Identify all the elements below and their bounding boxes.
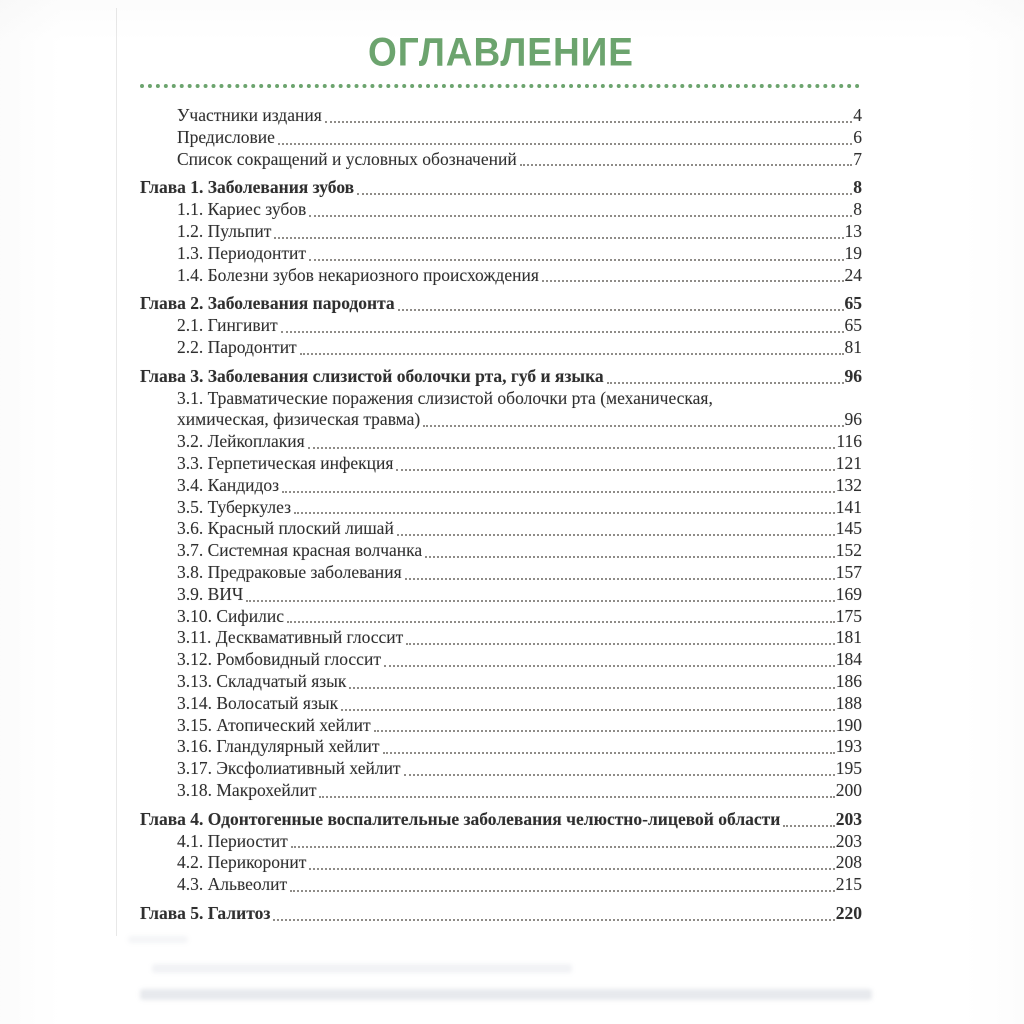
dot-leader: [278, 143, 852, 145]
toc-entry-page-number: 157: [835, 561, 862, 582]
toc-chapter-heading: [140, 293, 862, 315]
dot-leader: [542, 280, 844, 282]
toc-entry-label: 2.2. Пародонтит: [177, 336, 297, 357]
toc-entry-page-number: 24: [844, 264, 862, 285]
toc-entry-label: Глава 2. Заболевания пародонта: [140, 293, 395, 314]
toc-entry-page-number: 6: [853, 126, 862, 147]
dot-leader: [294, 512, 835, 514]
toc-entry-page-number: 7: [853, 148, 862, 169]
dot-leader: [405, 578, 835, 580]
toc-entry-label: 3.4. Кандидоз: [177, 474, 280, 495]
page-edge-shadow: [116, 8, 117, 936]
dot-leader: [325, 121, 852, 123]
dot-leader: [398, 309, 844, 311]
toc-chapter-heading: [140, 809, 862, 831]
dot-leader: [384, 665, 835, 667]
toc-entry-label: 3.3. Герпетическая инфекция: [177, 452, 394, 473]
toc-entry-page-number: 4: [853, 105, 862, 125]
toc-entry-label: 3.18. Макрохейлит: [177, 779, 317, 800]
toc-entry-page-number: 65: [844, 315, 862, 336]
dot-leader: [291, 846, 835, 848]
dot-leader: [520, 164, 853, 166]
dot-leader: [396, 469, 834, 471]
toc-subsection-entry: [140, 715, 862, 737]
toc-entry-page-number: 184: [835, 649, 862, 670]
toc-subsection-entry: [140, 606, 862, 628]
toc-entry-label: 3.2. Лейкоплакия: [177, 431, 305, 452]
toc-entry-page-number: 181: [835, 627, 862, 648]
toc-entry-page-number: 195: [835, 758, 862, 779]
toc-subsection-entry: [140, 758, 862, 780]
toc-entry-label: 3.1. Травматические поражения слизистой оболочки рта (механическая,: [177, 387, 713, 408]
toc-subsection-entry: [140, 265, 862, 287]
dot-leader: [607, 382, 844, 384]
toc-subsection-entry: [140, 780, 862, 802]
toc-entry-page-number: 169: [835, 583, 862, 604]
dot-leader: [404, 774, 835, 776]
toc-subsection-entry: [140, 831, 862, 853]
toc-subsection-entry: [140, 475, 862, 497]
toc-entry-page-number: 203: [835, 808, 862, 829]
toc-subsection-entry: [140, 453, 862, 475]
toc-entry-label: 3.10. Сифилис: [177, 605, 284, 626]
toc-entry-label: Участники издания: [177, 105, 322, 125]
dot-leader: [357, 193, 852, 195]
toc-entry-label: Глава 4. Одонтогенные воспалительные заболевания челюстно-лицевой области: [140, 808, 781, 829]
dot-leader: [406, 643, 834, 645]
toc-entry-page-number: 203: [835, 830, 862, 851]
toc-subsection-entry: [140, 315, 862, 337]
dot-leader: [423, 425, 843, 427]
toc-entry-label: 3.8. Предраковые заболевания: [177, 561, 402, 582]
toc-entry-page-number: 13: [844, 220, 862, 241]
toc-subsection-entry: [140, 852, 862, 874]
toc-subsection-entry: [140, 562, 862, 584]
toc-entry-label: 3.14. Волосатый язык: [177, 692, 339, 713]
toc-entry-page-number: 215: [835, 874, 862, 895]
toc-entry-label: 3.9. ВИЧ: [177, 583, 244, 604]
toc-entry-label: Глава 1. Заболевания зубов: [140, 177, 355, 198]
page-showthrough: [128, 936, 188, 943]
toc-entry-page-number: 96: [844, 365, 862, 386]
toc-subsection-entry: [140, 199, 862, 221]
dot-leader: [783, 825, 834, 827]
toc-subsection-entry: [140, 649, 862, 671]
toc-entry-label: 1.4. Болезни зубов некариозного происхождения: [177, 264, 539, 285]
toc-subsection-entry: [140, 337, 862, 359]
toc-entry-page-number: 186: [835, 670, 862, 691]
toc-entry-label: 2.1. Гингивит: [177, 315, 278, 336]
dot-leader: [309, 259, 843, 261]
toc-chapter-heading: [140, 903, 862, 925]
toc-entry-label: 3.13. Складчатый язык: [177, 670, 347, 691]
toc-entry-label: 3.12. Ромбовидный глоссит: [177, 649, 381, 670]
dot-leader: [287, 621, 835, 623]
toc-entry-page-number: 208: [835, 852, 862, 873]
dot-leader: [374, 730, 835, 732]
toc-entry-label: Предисловие: [177, 126, 275, 147]
toc-entry-page-number: 121: [835, 452, 862, 473]
dot-leader: [281, 331, 844, 333]
toc-entry-label: химическая, физическая травма): [177, 409, 421, 430]
dot-leader: [309, 215, 852, 217]
toc-entry-page-number: 175: [835, 605, 862, 626]
toc-entry-label: 4.2. Перикоронит: [177, 852, 307, 873]
dot-leader: [246, 600, 834, 602]
toc-entry-page-number: 152: [835, 540, 862, 561]
toc-entry-page-number: 81: [844, 336, 862, 357]
page-showthrough: [152, 964, 572, 973]
toc-subsection-entry: [140, 540, 862, 562]
toc-entry-page-number: 188: [835, 692, 862, 713]
toc-subsection-entry: [140, 736, 862, 758]
toc-entry-label: 1.2. Пульпит: [177, 220, 272, 241]
toc-entry-page-number: 132: [835, 474, 862, 495]
toc-entry-label: 3.5. Туберкулез: [177, 496, 292, 517]
toc-entry-page-number: 145: [835, 518, 862, 539]
dot-leader: [308, 447, 836, 449]
toc-entry-label: Список сокращений и условных обозначений: [177, 148, 517, 169]
toc-subsection-entry: [140, 431, 862, 453]
dot-leader: [319, 796, 834, 798]
dot-leader: [290, 890, 835, 892]
table-of-contents: [140, 105, 862, 925]
toc-entry-page-number: 141: [835, 496, 862, 517]
toc-subsection-entry: [140, 584, 862, 606]
toc-entry-label: Глава 5. Галитоз: [140, 902, 271, 923]
toc-front-matter-entry: [140, 149, 862, 171]
toc-subsection-entry: [140, 243, 862, 265]
toc-subsection-entry: [140, 221, 862, 243]
toc-entry-page-number: 8: [853, 199, 862, 220]
toc-entry-label: 1.1. Кариес зубов: [177, 199, 307, 220]
toc-page: [140, 30, 862, 925]
toc-entry-page-number: 190: [835, 714, 862, 735]
toc-chapter-heading: [140, 366, 862, 388]
toc-entry-label: 3.17. Эксфолиативный хейлит: [177, 758, 401, 779]
toc-entry-page-number: 19: [844, 242, 862, 263]
toc-entry-page-number: 200: [835, 779, 862, 800]
toc-entry-page-number: 8: [853, 177, 862, 198]
toc-entry-label: 3.15. Атопический хейлит: [177, 714, 371, 735]
toc-entry-page-number: 65: [844, 293, 862, 314]
toc-front-matter-entry: [140, 105, 862, 127]
toc-subsection-entry: [140, 874, 862, 896]
dotted-divider: [140, 84, 860, 88]
toc-subsection-entry: [140, 518, 862, 540]
dot-leader: [397, 534, 835, 536]
toc-front-matter-entry: [140, 127, 862, 149]
toc-subsection-entry-line1: [140, 388, 862, 410]
toc-entry-page-number: 193: [835, 736, 862, 757]
toc-entry-label: 4.3. Альвеолит: [177, 874, 288, 895]
dot-leader: [274, 237, 843, 239]
page-showthrough: [140, 989, 872, 1000]
toc-subsection-entry: [140, 627, 862, 649]
dot-leader: [349, 687, 834, 689]
dot-leader: [309, 868, 834, 870]
dot-leader: [383, 752, 835, 754]
toc-entry-label: 3.6. Красный плоский лишай: [177, 518, 394, 539]
toc-entry-label: Глава 3. Заболевания слизистой оболочки рта, губ и языка: [140, 365, 604, 386]
toc-subsection-entry: [140, 693, 862, 715]
page-title: ОГЛАВЛЕНИЕ: [368, 30, 634, 74]
toc-subsection-entry-line2: [140, 409, 862, 431]
dot-leader: [273, 919, 834, 921]
dot-leader: [300, 353, 844, 355]
toc-subsection-entry: [140, 497, 862, 519]
dot-leader: [425, 556, 835, 558]
toc-entry-page-number: 96: [844, 409, 862, 430]
toc-entry-label: 3.16. Гландулярный хейлит: [177, 736, 380, 757]
toc-entry-page-number: 220: [835, 902, 862, 923]
toc-entry-label: 3.7. Системная красная волчанка: [177, 540, 423, 561]
toc-subsection-entry: [140, 671, 862, 693]
toc-entry-label: 4.1. Периостит: [177, 830, 288, 851]
dot-leader: [341, 709, 835, 711]
dot-leader: [282, 491, 835, 493]
toc-entry-page-number: 116: [836, 431, 862, 452]
toc-chapter-heading: [140, 177, 862, 199]
toc-entry-label: 1.3. Периодонтит: [177, 242, 307, 263]
toc-entry-label: 3.11. Десквамативный глоссит: [177, 627, 404, 648]
